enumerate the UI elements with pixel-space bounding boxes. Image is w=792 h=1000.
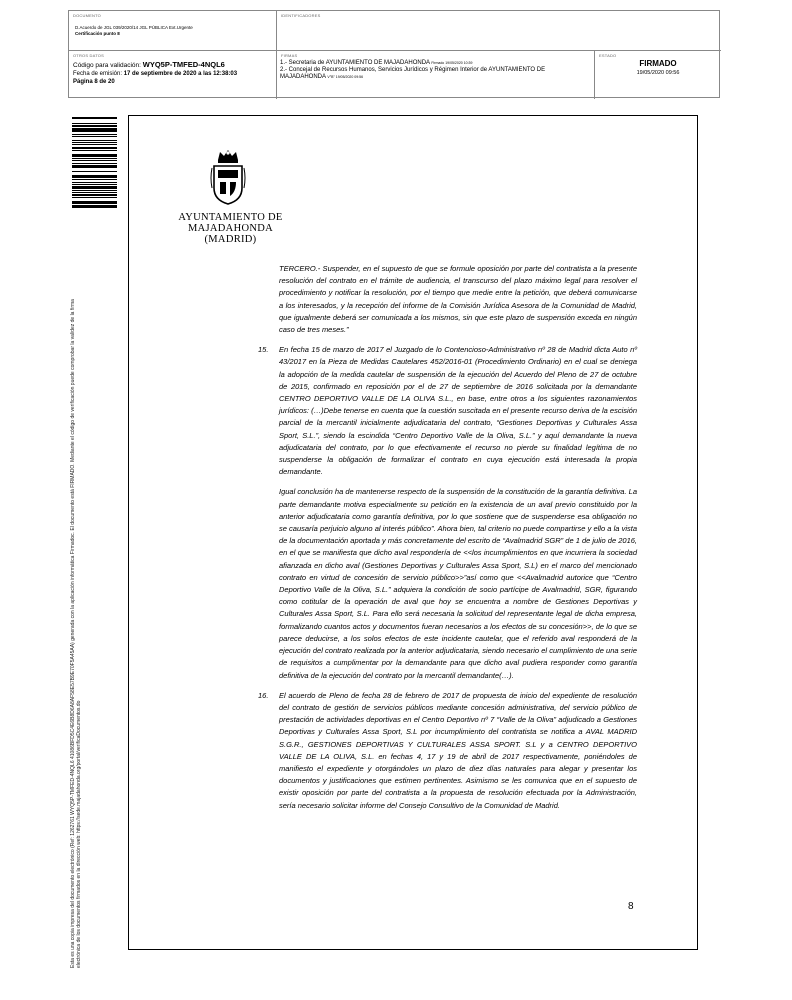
fecha-line — [73, 71, 237, 78]
otros-datos-label: OTROS DATOS — [73, 53, 104, 58]
firma-2-text: 2.- Concejal de Recursos Humanos, Servicios Jurídicos y Régimen Interior de AYUNTAMIENTO DE MAJADAHONDA — [280, 67, 546, 80]
coat-of-arms-icon — [210, 148, 246, 206]
firmas-label: FIRMAS — [281, 53, 298, 58]
documento-value: D.Acuerdo de JGL 039/2020/14 JGL PÚBLICA Ext.Urgente — [75, 25, 193, 30]
codigo-label: Código para validación: — [73, 62, 141, 69]
firma-1 — [280, 60, 592, 67]
pagina-value: Página 8 de 20 — [73, 79, 115, 85]
org-line-1: AYUNTAMIENTO DE — [178, 212, 283, 223]
barcode-bar — [72, 208, 117, 211]
estado-cell — [595, 51, 721, 99]
paragraph-number: 15. — [258, 345, 269, 355]
org-line-3: (MADRID) — [204, 234, 257, 245]
signature-header — [68, 10, 720, 98]
estado-value: FIRMADO — [639, 59, 677, 68]
paragraph-garantia — [258, 486, 637, 681]
paragraph-16 — [258, 690, 637, 812]
firma-1-text: 1.- Secretaria de AYUNTAMIENTO DE MAJADAHONDA — [280, 60, 430, 66]
fecha-label: Fecha de emisión: — [73, 71, 123, 77]
identificadores-label: IDENTIFICADORES — [281, 13, 321, 18]
paragraph-number: 16. — [258, 690, 269, 700]
paragraph-15 — [258, 344, 637, 478]
paragraph-tercero — [258, 263, 637, 336]
firmas-cell — [277, 51, 595, 99]
paragraph-text: Igual conclusión ha de mantenerse respecto de la suspensión de la constitución de la garantía definitiva. La parte demandante motiva especialmente su petición en la existencia de un aval previo constituido por la anterior adjudicataria como garantía definitiva, por lo que sostiene que de suspenderse esa obligación no se causaría perjuicio alguno al interés público”. Ahora bien, tal criterio no puede compartirse y ello a la vista de la documentación aportada y más concretamente del escrito de “Avalmadrid SGR” de 1 de julio de 2016, en el que se manifiesta que dicho aval respondería de <<los incumplimientos en que incurriera la sociedad afianzada en dicho aval (Gestiones Deportivas y Culturales Assa Sport, S.L) en el marco del mencionado contrato en virtud de concesión de servicio público>>”así como que <<Avalmadrid autorice que “Centro Deportivo Valle de la Oliva, S.L.” adquiera la condición de socio partícipe de Avalmadrid, SGR, figurando como cotitular de la operación de aval que hoy se encuentra a nombre de Gestiones Deportivas y Culturales Assa Sport, S.L. Para ello será necesaria la solicitud del representante legal de dicha empresa, formalizando cuantos actos y documentos fueran necesarios a los efectos de su concesión>>, de lo que se parece deducirse, a los solos efectos de este incidente cautelar, que el referido aval responderá de la ejecución del contrato realizada por la anterior adjudicataria, siendo necesario el cumplimiento de una serie de requisitos a cumplimentar por la demandante para que dicho aval pudiera responder como garantía definitiva de la ejecución del contrato por la mercantil demandante(…). — [279, 487, 637, 680]
org-line-2: MAJADAHONDA — [188, 223, 273, 234]
firma-2-date: V°B° 19/05/2020 09:56 — [327, 75, 364, 79]
documento-value2: Certificación punto 8 — [75, 31, 120, 36]
otros-datos-cell — [69, 51, 277, 99]
fecha-value: 17 de septiembre de 2020 a las 12:38:03 — [123, 71, 238, 77]
verification-side-text: Esta es una copia impresa del documento electrónico (Ref: 1262761 WYQ5P-TMFED-4NQL6 41086BFD5C4E6B8D6A8AF58E57B9E70F5A45AA) generada con la aplicación informática Firmadoc. El documento está FIRMADO. Mediante el código de verificación puede comprobar la validez de la firma electrónica de los documentos firmados en la dirección web: https://sede.majadahonda.org/portal/verificaDocumentos.do — [70, 299, 82, 968]
codigo-line — [73, 61, 225, 70]
estado-label: ESTADO — [599, 53, 617, 58]
identificadores-cell — [277, 11, 721, 51]
estado-date: 19/05/2020 09:56 — [636, 70, 680, 76]
document-body — [258, 263, 637, 812]
documento-label: DOCUMENTO — [73, 13, 101, 18]
firma-1-date: Firmado 19/05/2020 10:39 — [431, 61, 473, 65]
documento-cell — [69, 11, 277, 51]
firma-2 — [280, 67, 592, 81]
barcode — [72, 117, 117, 289]
organization-name — [163, 212, 298, 245]
paragraph-text: El acuerdo de Pleno de fecha 28 de febrero de 2017 de propuesta de inicio del expediente de resolución del contrato de gestión de servicios públicos mediante concesión administrativa, del servicio público de prestación de actividades deportivas en el Centro Deportivo nº 7 “Valle de la Oliva” adjudicado a Gestiones Deportivas y Culturales Assa Sport, S.L por incumplimiento del contratista se notifica a AVAL MADRID S.G.R., GESTIONES DEPORTIVAS Y CULTURALES ASSA SPORT. S.L y a CENTRO DEPORTIVO VALLE DE LA OLIVA, S.L. en fechas 4, 17 y 19 de abril de 2017 respectivamente, poniéndoles de manifiesto el expediente y otorgándoles un plazo de diez días naturales para alegar y presentar los documentos y justificaciones que estimen pertinentes. Asimismo se les comunica que en el supuesto de existir oposición por parte del contratista a la propuesta de resolución efectuada por la Administración, sería necesario solicitar informe del Consejo Consultivo de la Comunidad de Madrid. — [279, 690, 637, 810]
paragraph-text: TERCERO.- Suspender, en el supuesto de que se formule oposición por parte del contratista a la presente resolución del contrato en el trámite de audiencia, el transcurso del plazo máximo legal para resolver el procedimiento y notificar la resolución, por el tiempo que medie entre la petición, que deberá comunicarse a los interesados, y la recepción del informe de la Comisión Jurídica Asesora de la Comunidad de Madrid, que igualmente deberá ser comunicada a los mismos, sin que este plazo de suspensión exceda en ningún caso de tres meses.” — [279, 264, 637, 335]
paragraph-text: En fecha 15 de marzo de 2017 el Juzgado de lo Contencioso-Administrativo nº 28 de Madrid dicta Auto nº 43/2017 en la Pieza de Medidas Cautelares 452/2016-01 (Procedimiento Ordinario) en el cual se deniega la adopción de la medida cautelar de suspensión de la ejecución del Acuerdo del Pleno de 27 de octubre de 2015, confirmado en reposición por el de 27 de septiembre de 2016 solicitada por la demandante CENTRO DEPORTIVO VALLE DE LA OLIVA S.L., en base, entre otros a los siguientes razonamientos jurídicos: (…)Debe tenerse en cuenta que la cuestión suscitada en el presente recurso deriva de la escisión parcial de la mercantil inicialmente adjudicataria del contrato, “Gestiones Deportivas y Culturales Assa Sport, S.L.”, siendo la escindida “Centro Deportivo Valle de la Oliva, S.L.” y aquí demandante la nueva adjudicataria del contrato, por lo que efectivamente el recurso no pierde su finalidad legítima de no suspenderse la obligación de formalizar el contrato en cuya ejecución está interesada la propia demandante. — [279, 345, 637, 477]
page-number: 8 — [628, 901, 634, 912]
codigo-value: WYQ5P-TMFED-4NQL6 — [142, 60, 225, 69]
